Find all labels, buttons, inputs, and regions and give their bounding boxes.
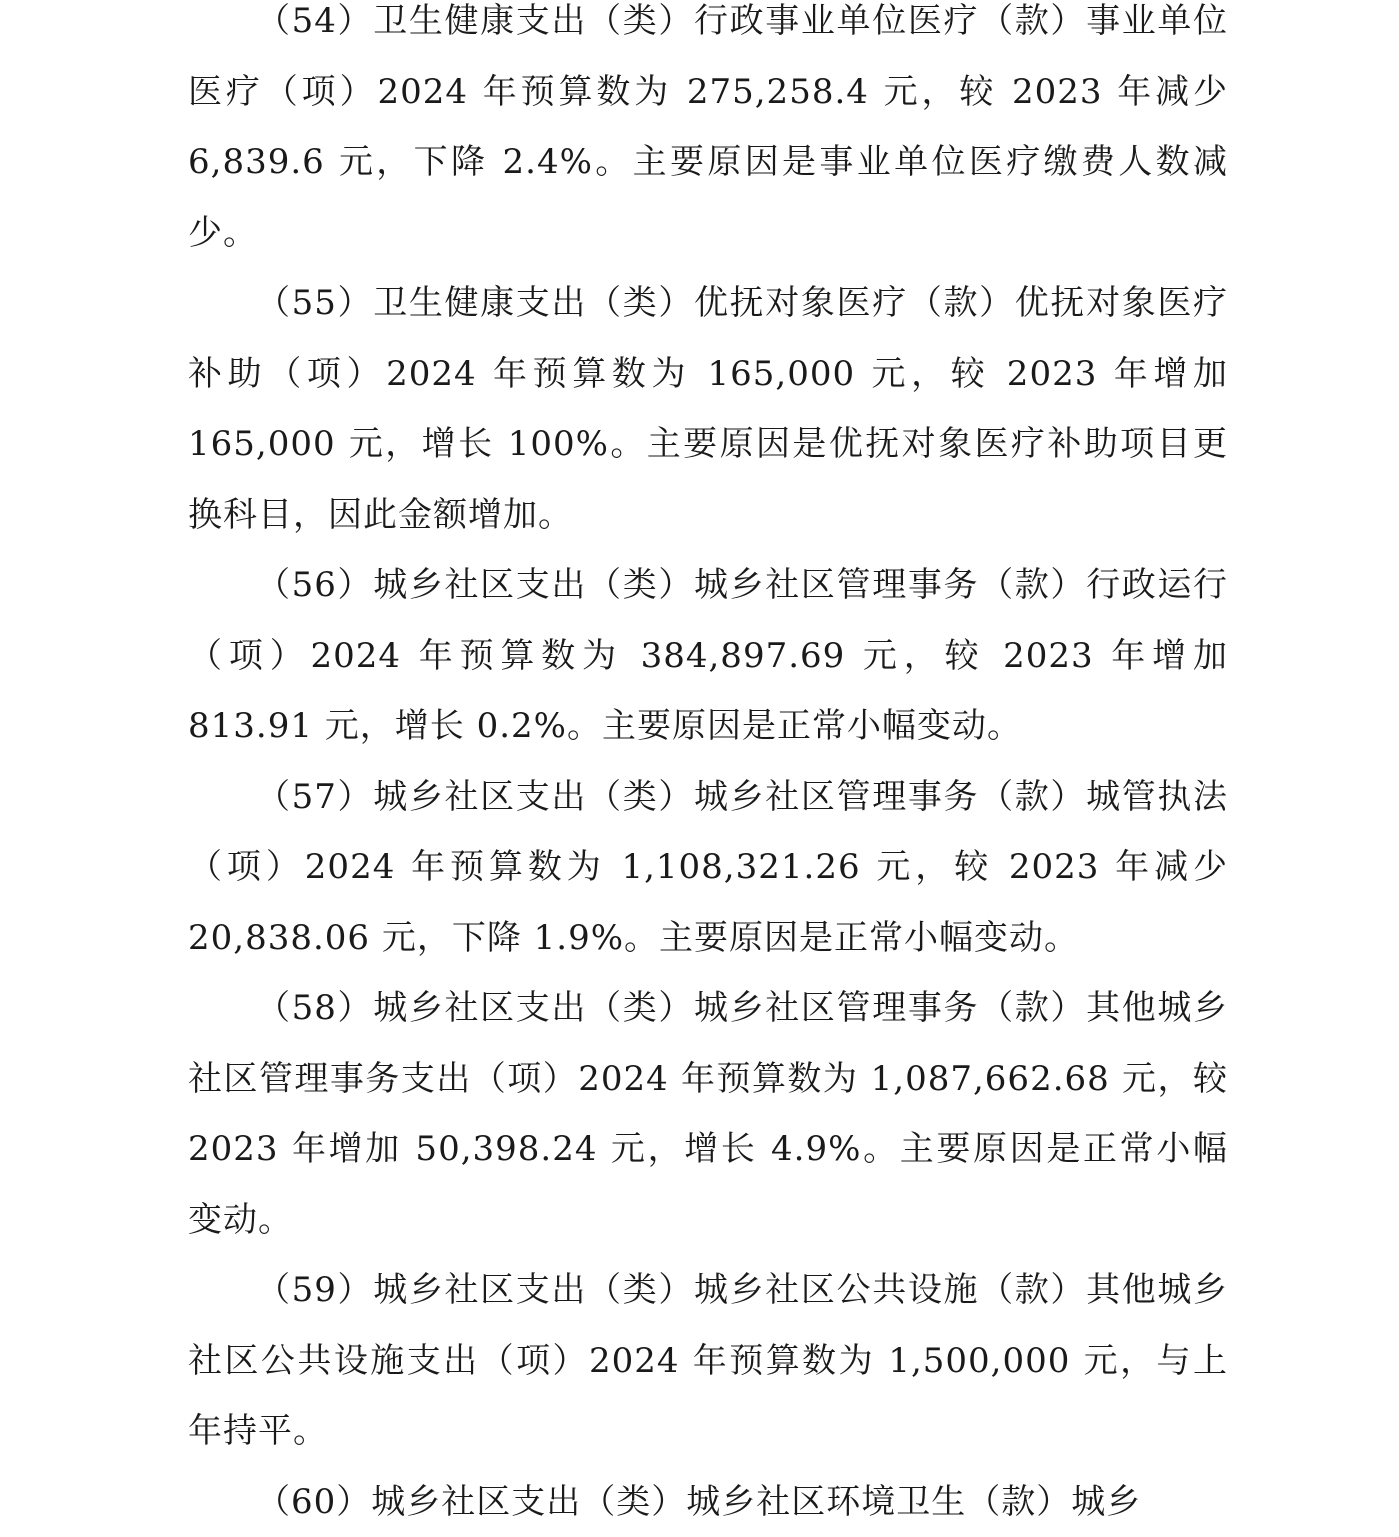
paragraph-57: （57）城乡社区支出（类）城乡社区管理事务（款）城管执法（项）2024 年预算数为 1,108,321.26 元，较 2023 年减少 20,838.06 元，下降 1.9%。主要原因是正常小幅变动。 bbox=[188, 762, 1228, 974]
paragraph-58: （58）城乡社区支出（类）城乡社区管理事务（款）其他城乡社区管理事务支出（项）2024 年预算数为 1,087,662.68 元，较 2023 年增加 50,398.24 元，增长 4.9%。主要原因是正常小幅变动。 bbox=[188, 973, 1228, 1255]
paragraph-60: （60）城乡社区支出（类）城乡社区环境卫生（款）城乡 bbox=[188, 1467, 1228, 1537]
paragraph-59: （59）城乡社区支出（类）城乡社区公共设施（款）其他城乡社区公共设施支出（项）2024 年预算数为 1,500,000 元，与上年持平。 bbox=[188, 1255, 1228, 1467]
paragraph-56: （56）城乡社区支出（类）城乡社区管理事务（款）行政运行（项）2024 年预算数为 384,897.69 元，较 2023 年增加 813.91 元，增长 0.2%。主要原因是正常小幅变动。 bbox=[188, 550, 1228, 762]
paragraph-54: （54）卫生健康支出（类）行政事业单位医疗（款）事业单位医疗（项）2024 年预算数为 275,258.4 元，较 2023 年减少 6,839.6 元，下降 2.4%。主要原因是事业单位医疗缴费人数减少。 bbox=[188, 0, 1228, 268]
paragraph-55: （55）卫生健康支出（类）优抚对象医疗（款）优抚对象医疗补助（项）2024 年预算数为 165,000 元，较 2023 年增加 165,000 元，增长 100%。主要原因是优抚对象医疗补助项目更换科目，因此金额增加。 bbox=[188, 268, 1228, 550]
document-page bbox=[188, 0, 1228, 1537]
